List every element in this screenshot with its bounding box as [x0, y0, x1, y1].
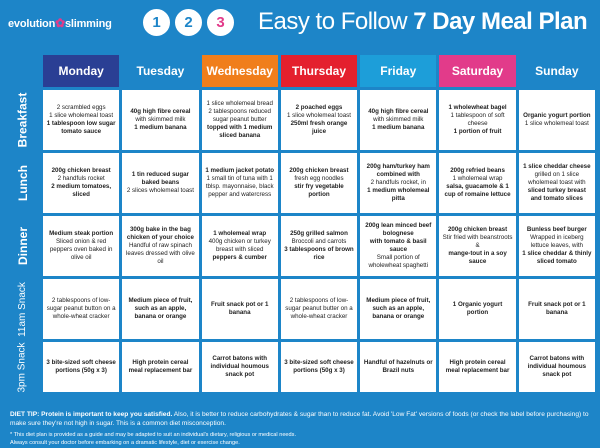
meal-cell-line: 1 portion of fruit: [453, 128, 502, 136]
meal-cell-line: peppers & cumber: [212, 254, 267, 262]
meal-label-lunch: [5, 153, 40, 213]
meal-cell-line: Sliced onion & red peppers oven baked in olive oil: [49, 237, 113, 262]
meal-cell-line: 3 bite-sized soft cheese portions (50g x 3): [46, 358, 116, 374]
meal-cell-line: Medium piece of fruit, such as an apple, banana or orange: [366, 296, 431, 321]
meal-cell-line: 200g lean minced beef bolognese: [365, 221, 432, 237]
meal-plan-table: [5, 55, 595, 392]
meal-cell: [519, 342, 595, 392]
meal-cell-line: 200g chicken breast: [51, 166, 111, 174]
meal-cell: [122, 342, 198, 392]
meal-cell-line: Medium piece of fruit, such as an apple, banana or orange: [128, 296, 193, 321]
meal-cell-line: 1 wholewheat bagel: [448, 103, 507, 111]
meal-cell: [43, 216, 119, 276]
meal-cell-line: with tomato & basil sauce: [369, 237, 427, 253]
meal-cell-line: Small portion of wholewheat spaghetti: [368, 254, 429, 270]
meal-cell-line: 2 handfuls rocket: [57, 174, 105, 182]
meal-cell: [281, 216, 357, 276]
meal-cell-line: Medium steak portion: [49, 229, 114, 237]
day-header-saturday: Saturday: [439, 55, 515, 87]
step-badge-3: 3: [207, 9, 234, 36]
meal-cell-line: Carrot batons with individual houmous snack pot: [210, 354, 269, 379]
meal-cell-line: Fruit snack pot or 1 banana: [528, 300, 586, 316]
meal-cell-line: 200g chicken breast: [289, 166, 349, 174]
meal-cell-line: 2 medium tomatoes, sliced: [51, 183, 112, 199]
meal-cell-line: Bunless beef burger: [526, 225, 587, 233]
meal-cell-line: Broccoli and carrots: [291, 237, 347, 245]
meal-cell: [439, 216, 515, 276]
meal-cell-line: mange-tout in a soy sauce: [448, 250, 507, 266]
step-badge-1: 1: [143, 9, 170, 36]
meal-label-text: Lunch: [15, 165, 30, 201]
day-header-monday: Monday: [43, 55, 119, 87]
step-badges: [143, 9, 234, 36]
brand-logo: [8, 16, 112, 30]
meal-cell: [122, 153, 198, 213]
meal-cell-line: Carrot batons with individual houmous snack pot: [527, 354, 587, 379]
meal-label-dinner: [5, 216, 40, 276]
meal-cell-line: 1 wholemeal wrap: [213, 229, 267, 237]
meal-cell: [122, 279, 198, 339]
meal-cell: [202, 90, 278, 150]
meal-cell-line: 2 slices wholemeal toast: [126, 187, 194, 195]
diet-tip-heading: DIET TIP: Protein is important to keep you satisfied.: [10, 411, 173, 418]
meal-cell: [360, 279, 436, 339]
meal-cell: [360, 342, 436, 392]
meal-cell: [43, 153, 119, 213]
meal-cell-line: 1 slice wholemeal toast: [287, 111, 351, 119]
day-header-tuesday: Tuesday: [122, 55, 198, 87]
meal-cell-line: High protein cereal meal replacement bar: [445, 358, 510, 374]
meal-cell-line: 1 medium wholemeal pitta: [367, 187, 430, 203]
meal-cell-line: 2 tablespoons of low-sugar peanut butter on a whole-wheat cracker: [285, 296, 353, 321]
meal-cell: [519, 90, 595, 150]
meal-cell-line: 1 medium banana: [134, 124, 187, 132]
meal-cell: [43, 90, 119, 150]
meal-cell-line: 2 tablespoons reduced sugar peanut butter: [208, 107, 271, 123]
day-header-friday: Friday: [360, 55, 436, 87]
disclaimer-line-2: Always consult your doctor before embarking on a dramatic lifestyle, diet or exercise change.: [10, 439, 240, 446]
meal-label-text: 11am Snack: [17, 281, 28, 337]
meal-cell-line: sliced turkey breast and tomato slices: [527, 187, 586, 203]
meal-cell: [519, 279, 595, 339]
meal-cell-line: Organic yogurt portion: [523, 111, 591, 119]
meal-cell-line: stir fry vegetable portion: [294, 183, 344, 199]
meal-cell-line: 1 wholemeal wrap: [452, 174, 503, 182]
day-header-wednesday: Wednesday: [202, 55, 278, 87]
meal-label-11am-snack: [5, 279, 40, 339]
meal-cell: [281, 342, 357, 392]
meal-cell-line: 1 slice cheddar cheese: [523, 162, 591, 170]
meal-cell-line: 1 medium jacket potato: [205, 166, 275, 174]
meal-cell-line: 200g chicken breast: [447, 225, 508, 233]
meal-cell-line: 2 tablespoons of low-sugar peanut button on a whole-wheat cracker: [46, 296, 116, 321]
meal-cell-line: 2 poached eggs: [295, 103, 343, 111]
diet-tip-text: Also, it is better to reduce carbohydrates & sugar than to reduce fat. Avoid 'Low Fat' versions of foods (or check the label before purchasing) to make sure they're not high in sugar. This is a common diet misconception.: [10, 411, 589, 427]
disclaimer-line-1: * This diet plan is provided as a guide and may be adapted to suit an individual's dietary, religious or medical needs.: [10, 432, 297, 438]
logo-text: evolution: [8, 18, 56, 30]
meal-cell: [439, 279, 515, 339]
meal-cell: [202, 279, 278, 339]
meal-cell-line: grilled on 1 slice wholemeal toast with: [528, 170, 586, 186]
meal-cell-line: 3 bite-sized soft cheese portions (50g x 3): [284, 358, 354, 374]
meal-cell: [439, 90, 515, 150]
meal-cell: [202, 153, 278, 213]
meal-cell: [439, 342, 515, 392]
meal-cell-line: 250ml fresh orange juice: [290, 120, 348, 136]
day-header-sunday: Sunday: [519, 55, 595, 87]
meal-label-text: Dinner: [15, 226, 30, 266]
meal-cell: [122, 216, 198, 276]
meal-cell: [519, 153, 595, 213]
meal-label-breakfast: [5, 90, 40, 150]
meal-cell: [360, 216, 436, 276]
meal-cell: [519, 216, 595, 276]
meal-cell-line: 1 medium banana: [372, 124, 425, 132]
meal-cell-line: Handful of hazelnuts or Brazil nuts: [363, 358, 433, 374]
step-badge-2: 2: [175, 9, 202, 36]
title-light: Easy to Follow: [258, 8, 414, 35]
title-bold: 7 Day Meal Plan: [413, 8, 588, 35]
meal-cell: [439, 153, 515, 213]
meal-cell-line: 300g bake in the bag chicken of your choice: [126, 225, 194, 241]
meal-cell-line: 2 scrambled eggs: [56, 103, 106, 111]
meal-cell-line: 1 Organic yogurt portion: [452, 300, 503, 316]
meal-cell-line: 1 slice wholemeal toast: [49, 111, 114, 119]
meal-cell-line: Fruit snack pot or 1 banana: [210, 300, 269, 316]
meal-cell: [202, 216, 278, 276]
table-corner: [5, 55, 40, 87]
meal-cell-line: 40g high fibre cereal: [130, 107, 191, 115]
meal-cell-line: 1 slice wholemeal bread: [206, 99, 273, 107]
meal-cell-line: 200g ham/turkey ham combined with: [366, 162, 430, 178]
meal-cell-line: salsa, guacamole & 1 cup of romaine lettuce: [444, 183, 511, 199]
meal-cell: [281, 153, 357, 213]
meal-cell-line: 3 tablespoons of brown rice: [284, 246, 354, 262]
meal-cell-line: 40g high fibre cereal: [368, 107, 429, 115]
page-header: [0, 0, 600, 50]
meal-cell-line: Handful of raw spinach leaves dressed with olive oil: [126, 241, 195, 266]
page-title: [258, 8, 587, 36]
meal-cell-line: fresh egg noodles: [294, 174, 344, 182]
meal-cell: [360, 90, 436, 150]
meal-cell-line: 200g refried beans: [450, 166, 505, 174]
day-header-thursday: Thursday: [281, 55, 357, 87]
logo-text-2: slimming: [64, 18, 112, 30]
meal-cell: [43, 342, 119, 392]
meal-cell-line: 1 small tin of tuna with 1 tblsp. mayonnaise, black pepper and watercress: [205, 174, 274, 199]
meal-cell: [43, 279, 119, 339]
meal-cell-line: 250g grilled salmon: [290, 229, 348, 237]
meal-cell: [360, 153, 436, 213]
meal-cell-line: with skimmed milk: [373, 115, 424, 123]
meal-cell-line: 1 slice cheddar & thinly sliced tomato: [522, 250, 592, 266]
meal-cell-line: 1 slice wholemeal toast: [524, 120, 589, 127]
meal-cell-line: 1 tin reduced sugar baked beans: [131, 170, 189, 186]
meal-cell-line: Wrapped in iceberg lettuce leaves, with: [530, 233, 584, 249]
disclaimer: [10, 432, 595, 447]
meal-cell-line: 400g chicken or turkey breast with sliced: [208, 237, 271, 253]
meal-cell-line: topped with 1 medium sliced banana: [207, 124, 273, 140]
meal-label-3pm-snack: [5, 342, 40, 392]
meal-cell: [281, 90, 357, 150]
swoosh-icon: ✿: [55, 16, 65, 30]
diet-tip: [10, 411, 595, 429]
meal-cell-line: 2 handfuls rocket, in: [370, 178, 426, 186]
meal-cell-line: 1 tablespoon low sugar tomato sauce: [46, 120, 116, 136]
meal-cell-line: 1 tablespoon of soft cheese: [450, 111, 505, 127]
meal-cell-line: Stir fried with beanstroots &: [442, 233, 513, 249]
meal-cell-line: with skimmed milk: [135, 115, 186, 123]
meal-label-text: Breakfast: [15, 92, 30, 148]
meal-cell: [281, 279, 357, 339]
meal-cell: [122, 90, 198, 150]
meal-cell-line: High protein cereal meal replacement bar: [128, 358, 193, 374]
meal-cell: [202, 342, 278, 392]
meal-label-text: 3pm Snack: [17, 341, 28, 393]
